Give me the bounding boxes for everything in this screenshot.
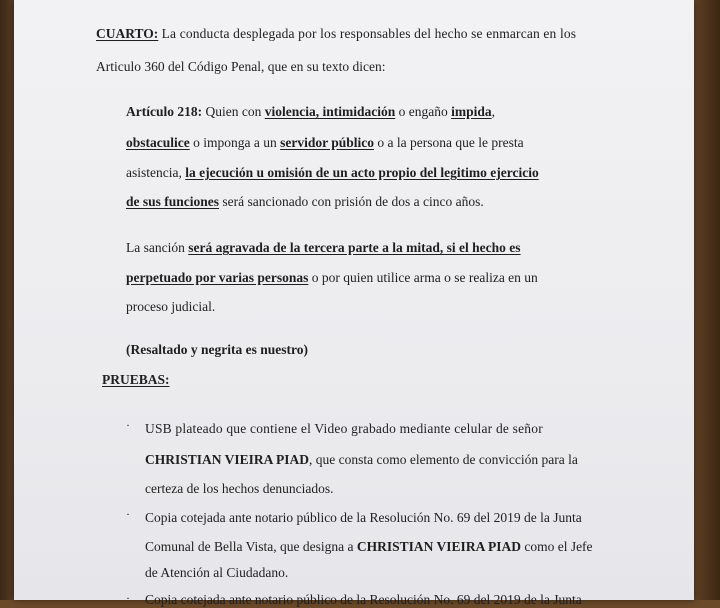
- obstaculice: obstaculice: [126, 135, 190, 150]
- pruebas-heading: PRUEBAS:: [102, 372, 170, 387]
- sancion-line-3: proceso judicial.: [126, 299, 216, 314]
- de-sus-funciones: de sus funciones: [126, 194, 220, 209]
- name-christian-vieira-piad: CHRISTIAN VIEIRA PIAD: [145, 452, 310, 467]
- bullet-1: ·: [126, 418, 130, 432]
- sancion-agravada: será agravada de la tercera parte a la mitad, si el hecho es: [188, 240, 521, 255]
- sancion-line-1: La sanción será agravada de la tercera parte a la mitad, si el hecho es: [126, 240, 521, 255]
- prueba-2-line-2: Comunal de Bella Vista, que designa a CHRISTIAN VIEIRA PIAD como el Jefe: [145, 539, 593, 554]
- article-line-3: asistencia, la ejecución u omisión de un acto propio del legitimo ejercicio: [126, 165, 539, 180]
- prueba-1-line-1: USB plateado que contiene el Video grabado mediante celular de señor: [145, 421, 543, 436]
- sancion-line-2: perpetuado por varias personas o por quien utilice arma o se realiza en un: [126, 270, 538, 285]
- bullet-3: ·: [126, 591, 130, 605]
- prueba-3-line-1: Copia cotejada ante notario público de la Resolución No. 69 del 2019 de la Junta: [145, 592, 582, 607]
- article-line-2: obstaculice o imponga a un servidor público o a la persona que le presta: [126, 135, 524, 150]
- article-line-1: Artículo 218: Quien con violencia, intimidación o engaño impida,: [126, 104, 495, 119]
- ejecucion-omision: la ejecución u omisión de un acto propio del legitimo ejercicio: [185, 165, 539, 180]
- cuarto-heading: CUARTO:: [96, 26, 159, 41]
- varias-personas: perpetuado por varias personas: [126, 270, 309, 285]
- impida: impida: [451, 104, 492, 119]
- name-christian-vieira-piad-2: CHRISTIAN VIEIRA PIAD: [356, 539, 521, 554]
- document-page: [14, 0, 694, 607]
- article-label: Artículo 218:: [126, 104, 203, 119]
- cuarto-line-2: Articulo 360 del Código Penal, que en su texto dicen:: [96, 59, 386, 74]
- prueba-2-line-1: Copia cotejada ante notario público de la Resolución No. 69 del 2019 de la Junta: [145, 510, 582, 525]
- resaltado-note: (Resaltado y negrita es nuestro): [126, 342, 308, 357]
- prueba-2-line-3: de Atención al Ciudadano.: [145, 565, 289, 580]
- violencia-intimidacion: violencia, intimidación: [264, 104, 396, 119]
- bullet-2: ·: [126, 507, 130, 521]
- servidor-publico: servidor público: [280, 135, 375, 150]
- prueba-1-line-2: CHRISTIAN VIEIRA PIAD, que consta como elemento de convicción para la: [145, 452, 578, 467]
- cuarto-text-1: La conducta desplegada por los responsables del hecho se enmarcan en los: [161, 26, 577, 41]
- article-line-4: de sus funciones será sancionado con prisión de dos a cinco años.: [126, 194, 484, 209]
- cuarto-line-1: [96, 26, 576, 42]
- prueba-1-line-3: certeza de los hechos denunciados.: [145, 481, 334, 496]
